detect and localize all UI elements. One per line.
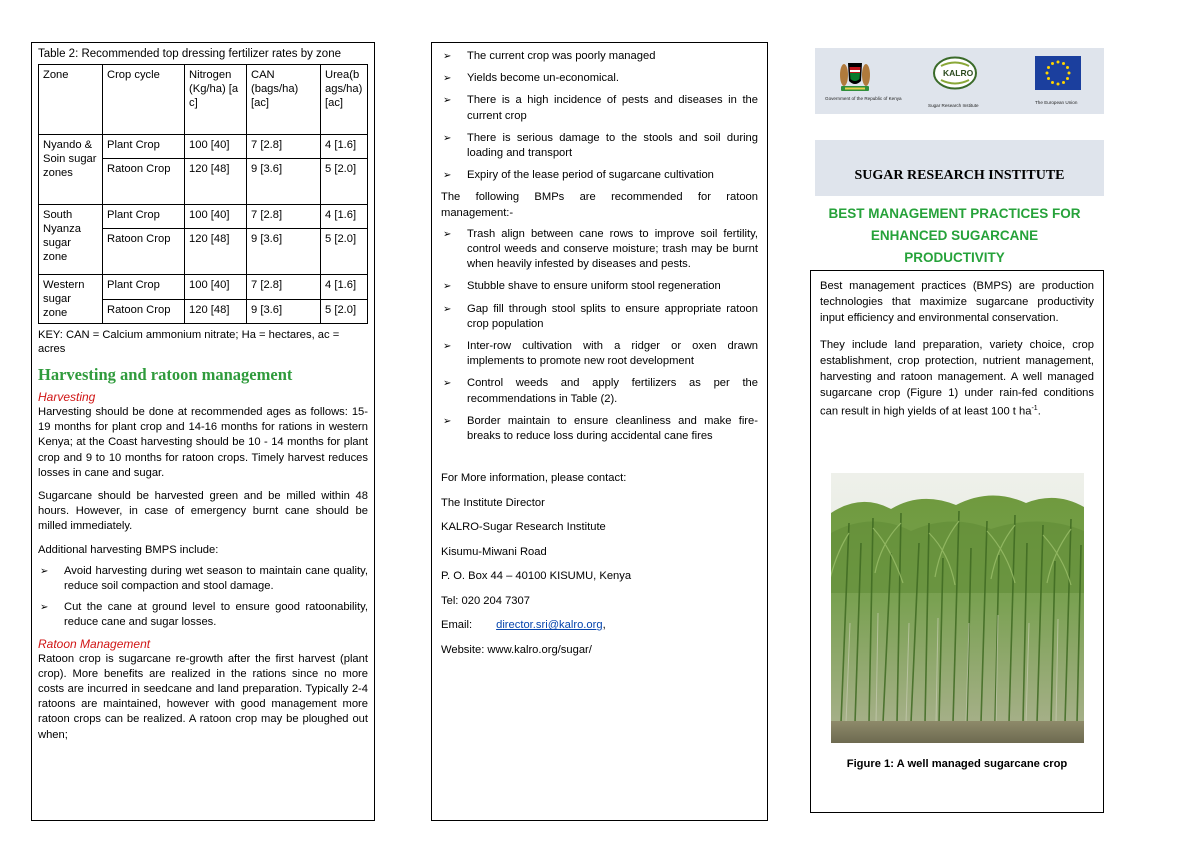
- list-item: [441, 71, 758, 86]
- table-cell: 5 [2.0]: [321, 229, 368, 275]
- institute-name: SUGAR RESEARCH INSTITUTE: [854, 168, 1065, 183]
- table-cell: Ratoon Crop: [103, 159, 185, 205]
- harvest-bullet-list: [38, 564, 368, 631]
- header-urea: Urea(bags/ha) [ac]: [321, 65, 368, 135]
- table-cell: 120 [48]: [185, 159, 247, 205]
- contact-website: Website: www.kalro.org/sugar/: [441, 643, 592, 656]
- section-title-harvesting: Harvesting and ratoon management: [38, 365, 293, 384]
- arrow-bullet-icon: ➢: [443, 341, 452, 353]
- table-cell: 5 [2.0]: [321, 299, 368, 324]
- table-cell: 4 [1.6]: [321, 135, 368, 159]
- harvest-green-paragraph: Sugarcane should be harvested green and be milled within 48 hours. However, in case of emergency burnt cane should be milled immediately.: [38, 490, 368, 533]
- bullet-text: Trash align between cane rows to improve soil fertility, control weeds and conserve moisture; trash may be burnt when heavily infested by diseases and pests.: [467, 227, 758, 271]
- bullet-text: Inter-row cultivation with a ridger or oxen drawn implements to promote new root development: [467, 340, 758, 368]
- list-item: [441, 302, 758, 332]
- list-item: [441, 93, 758, 123]
- table-cell: 4 [1.6]: [321, 205, 368, 229]
- list-item: [441, 227, 758, 273]
- eu-caption: The European Union: [1035, 100, 1078, 105]
- contact-block: [441, 470, 758, 658]
- fertilizer-table: [38, 64, 368, 324]
- contact-line: KALRO-Sugar Research Institute: [441, 521, 606, 534]
- list-item: [441, 376, 758, 406]
- table-cell: 5 [2.0]: [321, 159, 368, 205]
- ratoon-paragraph: Ratoon crop is sugarcane re-growth after the first harvest (plant crop). More benefits are realized in the rations since no more costs are incurred in seedcane and land preparation. Typically 2-4 ratoons are maintained, however with good management more ratoon crops can be realized. A ratoon crop may be ploughed out when;: [38, 652, 368, 741]
- table-cell: 4 [1.6]: [321, 275, 368, 300]
- kalro-caption: Sugar Research Institute: [928, 103, 979, 108]
- table-cell: 100 [40]: [185, 275, 247, 300]
- table-cell: Plant Crop: [103, 275, 185, 300]
- unit-exponent: -1: [1031, 405, 1038, 412]
- bullet-text: Gap fill through stool splits to ensure appropriate ratoon crop population: [467, 302, 758, 330]
- bullet-text: Avoid harvesting during wet season to maintain cane quality, reduce soil compaction and stool damage.: [64, 564, 368, 593]
- arrow-bullet-icon: ➢: [40, 602, 49, 614]
- title-line: BEST MANAGEMENT PRACTICES FOR: [828, 206, 1081, 221]
- list-item: [441, 168, 758, 183]
- panel-introduction: [810, 270, 1104, 813]
- contact-email-row: [441, 617, 758, 633]
- figure-label: Figure 1:: [846, 758, 894, 770]
- ratoon-bmps-list: [441, 227, 758, 444]
- contact-line: Kisumu-Miwani Road: [441, 545, 547, 558]
- table-cell: Plant Crop: [103, 135, 185, 159]
- logo-banner: [815, 48, 1104, 114]
- bullet-text: Border maintain to ensure cleanliness and make fire-breaks to reduce loss during accidental cane fires: [467, 414, 758, 443]
- intro-paragraph: Best management practices (BMPS) are production technologies that maximize sugarcane productivity input efficiency and environmental conservation.: [820, 280, 1094, 324]
- sugarcane-field-photo: [831, 473, 1084, 743]
- contact-telephone: Tel: 020 204 7307: [441, 594, 530, 607]
- bullet-text: Stubble shave to ensure uniform stool regeneration: [467, 280, 721, 293]
- table-cell: 100 [40]: [185, 135, 247, 159]
- contact-address: P. O. Box 44 – 40100 KISUMU, Kenya: [441, 570, 632, 583]
- ratoon-bmps-intro: The following BMPs are recommended for ratoon management:-: [441, 191, 758, 219]
- table-cell: 9 [3.6]: [247, 299, 321, 324]
- subheading-ratoon: Ratoon Management: [38, 636, 151, 651]
- bmp-list-paragraph: [820, 337, 1094, 420]
- brochure-title: [810, 203, 1099, 269]
- contact-heading: For More information, please contact:: [441, 472, 627, 485]
- kenya-caption: Government of the Republic of Kenya: [825, 96, 902, 101]
- bullet-text: Cut the cane at ground level to ensure good ratoonability, reduce cane and sugar losses.: [64, 601, 368, 629]
- title-line: PRODUCTIVITY: [904, 250, 1005, 265]
- harvesting-paragraph: Harvesting should be done at recommended ages as follows: 15-19 months for plant crop and 14-16 months for rations in western Kenya; at the Coast harvesting should be 10 - 14 months for plant crop and 9 to 10 months for ratoon crops. Timely harvest reduces losses in cane and sugar.: [38, 406, 368, 479]
- arrow-bullet-icon: ➢: [443, 303, 452, 315]
- arrow-bullet-icon: ➢: [443, 95, 452, 107]
- bmp-list-text: They include land preparation, variety choice, crop establishment, crop protection, nutrient management, harvesting and ratoon management. A well managed sugarcane crop (Figure 1) under rain-fed conditions can result in high yields of at least 100 t ha: [820, 339, 1094, 418]
- eu-flag-icon: [1035, 56, 1081, 90]
- kenya-coat-of-arms-icon: [837, 55, 873, 93]
- panel-ratoon-contact: [431, 42, 768, 821]
- figure-caption-text: A well managed sugarcane crop: [893, 758, 1068, 770]
- table-cell: Plant Crop: [103, 205, 185, 229]
- bullet-text: Control weeds and apply fertilizers as per the recommendations in Table (2).: [467, 377, 758, 405]
- sentence-end: .: [1037, 405, 1041, 418]
- bullet-text: Yields become un-economical.: [467, 72, 619, 85]
- table-cell: 7 [2.8]: [247, 275, 321, 300]
- arrow-bullet-icon: ➢: [40, 565, 49, 577]
- kalro-wordmark: KALRO: [943, 68, 974, 78]
- list-item: [38, 600, 368, 630]
- figure-caption: [811, 757, 1103, 771]
- arrow-bullet-icon: ➢: [443, 51, 452, 62]
- table-cell: 120 [48]: [185, 229, 247, 275]
- arrow-bullet-icon: ➢: [443, 73, 452, 85]
- institute-banner: [815, 140, 1104, 196]
- arrow-bullet-icon: ➢: [443, 132, 452, 144]
- list-item: [441, 279, 758, 294]
- arrow-bullet-icon: ➢: [443, 415, 452, 427]
- list-item: [441, 414, 758, 444]
- table-cell: 9 [3.6]: [247, 229, 321, 275]
- list-item: [441, 339, 758, 369]
- email-link[interactable]: director.sri@kalro.org: [496, 619, 603, 632]
- table-key: KEY: CAN = Calcium ammonium nitrate; Ha = hectares, ac = acres: [38, 329, 340, 355]
- bullet-text: There is a high incidence of pests and diseases in the current crop: [467, 94, 758, 122]
- arrow-bullet-icon: ➢: [443, 378, 452, 390]
- table-cell: 7 [2.8]: [247, 135, 321, 159]
- title-line: ENHANCED SUGARCANE: [870, 228, 1039, 243]
- table-cell: 7 [2.8]: [247, 205, 321, 229]
- additional-bmps-label: Additional harvesting BMPS include:: [38, 543, 219, 556]
- arrow-bullet-icon: ➢: [443, 228, 452, 240]
- zone-cell: Nyando & Soin sugar zones: [39, 135, 103, 205]
- table-row: [39, 135, 368, 159]
- contact-line: The Institute Director: [441, 496, 545, 509]
- table-row: [39, 275, 368, 300]
- table-row: [39, 205, 368, 229]
- table-cell: 9 [3.6]: [247, 159, 321, 205]
- list-item: [441, 131, 758, 161]
- table-cell: 100 [40]: [185, 205, 247, 229]
- email-suffix: ,: [602, 619, 606, 632]
- header-can: CAN (bags/ha) [ac]: [247, 65, 321, 135]
- bullet-text: The current crop was poorly managed: [467, 50, 656, 62]
- ploughout-reasons-list: [441, 49, 758, 183]
- bullet-text: There is serious damage to the stools and soil during loading and transport: [467, 131, 758, 160]
- list-item: [441, 49, 758, 64]
- list-item: [38, 564, 368, 594]
- table-cell: 120 [48]: [185, 299, 247, 324]
- table-cell: Ratoon Crop: [103, 299, 185, 324]
- arrow-bullet-icon: ➢: [443, 170, 452, 182]
- zone-cell: Western sugar zone: [39, 275, 103, 324]
- zone-cell: South Nyanza sugar zone: [39, 205, 103, 275]
- arrow-bullet-icon: ➢: [443, 281, 452, 293]
- panel-fertilizer-harvesting: [31, 42, 375, 821]
- subheading-harvesting: Harvesting: [38, 390, 96, 404]
- table-caption: Table 2: Recommended top dressing fertilizer rates by zone: [38, 48, 341, 60]
- header-nitrogen: Nitrogen (Kg/ha) [ac]: [185, 65, 247, 135]
- bullet-text: Expiry of the lease period of sugarcane cultivation: [467, 169, 714, 182]
- table-cell: Ratoon Crop: [103, 229, 185, 275]
- table-header-row: [39, 65, 368, 135]
- header-zone: Zone: [39, 65, 103, 135]
- header-crop-cycle: Crop cycle: [103, 65, 185, 135]
- email-label: Email:: [441, 619, 473, 632]
